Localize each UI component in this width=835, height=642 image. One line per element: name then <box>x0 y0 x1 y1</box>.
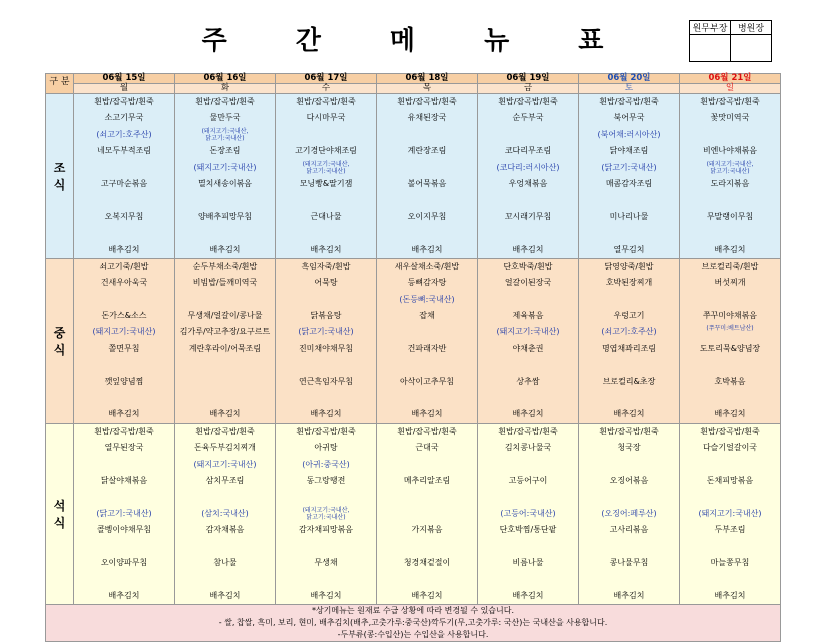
menu-item <box>175 292 275 308</box>
menu-item: 흰밥/잡곡밥/흰죽 <box>296 97 356 106</box>
menu-item <box>680 192 780 208</box>
menu-item: 콜벵이야채무침 <box>96 525 152 535</box>
menu-item <box>377 571 477 587</box>
menu-item: 배추김치 <box>310 244 342 254</box>
menu-item: 무생채/얼갈이/콩나물 <box>187 311 263 321</box>
menu-item: 우엉채볶음 <box>508 178 548 188</box>
menu-item: 콩나물무침 <box>609 557 649 567</box>
menu-item <box>377 390 477 406</box>
menu-item <box>74 489 174 505</box>
menu-item: (쭈꾸미:베트남산) <box>706 325 754 333</box>
menu-cell <box>175 258 276 423</box>
menu-item <box>377 539 477 555</box>
menu-item: 쭈꾸미야채볶음 <box>702 311 758 321</box>
menu-item: 모닝빵&딸기잼 <box>299 178 353 188</box>
menu-item: 양배추피망무침 <box>197 211 253 221</box>
menu-item <box>579 457 679 473</box>
menu-item: 닭살야채볶음 <box>100 475 148 485</box>
menu-item: 흰밥/잡곡밥/흰죽 <box>599 426 659 436</box>
menu-item <box>377 324 477 340</box>
menu-cell <box>377 423 478 604</box>
menu-item: (닭고기:국내산) <box>96 508 152 518</box>
menu-item <box>377 489 477 505</box>
menu-item: 배추김치 <box>613 409 645 419</box>
menu-item: 배추김치 <box>310 590 342 600</box>
menu-item <box>377 192 477 208</box>
menu-item <box>478 357 578 373</box>
menu-cell <box>478 423 579 604</box>
menu-item <box>276 539 376 555</box>
menu-item: 배추김치 <box>209 409 241 419</box>
menu-item: 오징어볶음 <box>609 475 649 485</box>
menu-item <box>276 390 376 406</box>
day-header: 토 <box>579 84 680 94</box>
menu-item: 순두부국 <box>512 113 544 123</box>
menu-item: 오이양파무침 <box>100 557 148 567</box>
menu-item: 꼬시래기무침 <box>504 211 552 221</box>
menu-item: 어묵탕 <box>314 278 338 288</box>
note-line: *상기메뉴는 원재료 수급 상황에 따라 변경될 수 있습니다. <box>311 606 515 616</box>
menu-item: (돼지고기:국내산) <box>496 327 560 337</box>
menu-cell <box>175 423 276 604</box>
menu-item: 배추김치 <box>613 590 645 600</box>
menu-item <box>478 539 578 555</box>
menu-item: 흰밥/잡곡밥/흰죽 <box>498 426 558 436</box>
menu-item <box>478 489 578 505</box>
menu-item <box>74 457 174 473</box>
menu-item: 감자채볶음 <box>205 525 245 535</box>
menu-cell <box>74 423 175 604</box>
menu-item: (고등어:국내산) <box>500 508 556 518</box>
menu-item: 흰밥/잡곡밥/흰죽 <box>700 97 760 106</box>
date-header: 06월 18일 <box>377 74 478 84</box>
menu-item: 고등어구이 <box>508 475 548 485</box>
menu-item: 감자채피망볶음 <box>298 525 354 535</box>
menu-item <box>74 539 174 555</box>
gubun-header: 구 분 <box>46 74 74 94</box>
menu-item: 배추김치 <box>512 409 544 419</box>
meal-label: 조 식 <box>46 94 74 259</box>
menu-item: 고구마순볶음 <box>100 178 148 188</box>
menu-item <box>175 357 275 373</box>
menu-item: (쇠고기:호주산) <box>601 327 657 337</box>
menu-item <box>680 127 780 143</box>
menu-item: 김가루/약고추장/요구르트 <box>179 327 271 337</box>
menu-item: 흰밥/잡곡밥/흰죽 <box>94 426 154 436</box>
menu-item: 돈채피망볶음 <box>706 475 754 485</box>
menu-item: 계란후라이/어묵조림 <box>188 343 262 353</box>
date-header: 06월 19일 <box>478 74 579 84</box>
menu-item: 도토리묵&양념장 <box>699 343 761 353</box>
menu-item: 흰밥/잡곡밥/흰죽 <box>700 426 760 436</box>
menu-item: 호박볶음 <box>714 376 746 386</box>
menu-item: 배추김치 <box>411 244 443 254</box>
menu-item <box>680 489 780 505</box>
menu-item: 다슬기얼갈이국 <box>702 443 758 453</box>
date-header: 06월 20일 <box>579 74 680 84</box>
menu-item: 호박된장찌개 <box>605 278 653 288</box>
menu-item: 흑임자죽/흰밥 <box>301 261 351 271</box>
menu-item: 순두부채소죽/흰밥 <box>192 261 258 271</box>
menu-item <box>478 127 578 143</box>
menu-item: 배추김치 <box>512 244 544 254</box>
menu-item <box>680 357 780 373</box>
menu-item: 고사리볶음 <box>609 525 649 535</box>
day-header: 수 <box>276 84 377 94</box>
menu-item: 두부조림 <box>714 525 746 535</box>
menu-item <box>478 192 578 208</box>
menu-item <box>377 457 477 473</box>
menu-item: 배추김치 <box>310 409 342 419</box>
menu-item: 열무된장국 <box>104 443 144 453</box>
menu-item: 배추김치 <box>209 244 241 254</box>
menu-item <box>680 225 780 241</box>
menu-item <box>579 357 679 373</box>
menu-item <box>478 571 578 587</box>
menu-item: 배추김치 <box>714 590 746 600</box>
menu-item: 닭볶음탕 <box>310 311 342 321</box>
menu-item <box>175 192 275 208</box>
menu-item <box>175 390 275 406</box>
menu-cell <box>579 94 680 259</box>
menu-item: 제육볶음 <box>512 311 544 321</box>
menu-item: 흰밥/잡곡밥/흰죽 <box>94 97 154 106</box>
menu-cell <box>276 94 377 259</box>
meal-label: 석 식 <box>46 423 74 604</box>
menu-item <box>579 292 679 308</box>
menu-item: 잡채 <box>419 311 435 321</box>
menu-item <box>579 489 679 505</box>
menu-item: 새우살채소죽/흰밥 <box>394 261 460 271</box>
menu-item: 흰밥/잡곡밥/흰죽 <box>599 97 659 106</box>
menu-cell <box>680 258 781 423</box>
menu-item: 건새우아욱국 <box>100 278 148 288</box>
menu-item: 흰밥/잡곡밥/흰죽 <box>498 97 558 106</box>
menu-item <box>579 192 679 208</box>
menu-item <box>579 390 679 406</box>
menu-cell <box>680 94 781 259</box>
menu-item: 소고기무국 <box>104 113 144 123</box>
menu-item <box>276 127 376 143</box>
menu-item: 건파래자반 <box>407 343 447 353</box>
menu-item: 흰밥/잡곡밥/흰죽 <box>397 97 457 106</box>
menu-item: 브로컬리죽/흰밥 <box>701 261 759 271</box>
menu-item: (돼지고기:국내산) <box>698 508 762 518</box>
menu-item: 깻잎양념찜 <box>104 376 144 386</box>
menu-item <box>74 160 174 176</box>
menu-cell <box>74 94 175 259</box>
menu-item <box>579 539 679 555</box>
date-header: 06월 17일 <box>276 74 377 84</box>
menu-item: 매콤감자조림 <box>605 178 653 188</box>
menu-item: 배추김치 <box>411 409 443 419</box>
menu-item: (닭고기:국내산) <box>601 162 657 172</box>
menu-item: 근대나물 <box>310 211 342 221</box>
menu-item: 배추김치 <box>209 590 241 600</box>
menu-item: 야채춘권 <box>512 343 544 353</box>
menu-item: 흰밥/잡곡밥/흰죽 <box>296 426 356 436</box>
menu-item: 버섯찌개 <box>714 278 746 288</box>
menu-item <box>377 357 477 373</box>
menu-item: (오징어:페루산) <box>601 508 657 518</box>
menu-item <box>579 571 679 587</box>
menu-item <box>377 160 477 176</box>
menu-item: 등뼈감자탕 <box>407 278 447 288</box>
menu-item: 아삭이고추무침 <box>399 376 455 386</box>
menu-item <box>579 225 679 241</box>
menu-item: 흰밥/잡곡밥/흰죽 <box>397 426 457 436</box>
menu-item: 삼치무조림 <box>205 475 245 485</box>
menu-item <box>74 357 174 373</box>
menu-item: 배추김치 <box>108 590 140 600</box>
menu-item: 브로컬리&초장 <box>602 376 656 386</box>
menu-item <box>175 489 275 505</box>
menu-item <box>276 571 376 587</box>
menu-item: 배추김치 <box>411 590 443 600</box>
menu-item: 닭야채조림 <box>609 146 649 156</box>
menu-item <box>276 489 376 505</box>
menu-item: 아귀탕 <box>314 443 338 453</box>
menu-item: 계란장조림 <box>407 146 447 156</box>
menu-item: (돈등뼈:국내산) <box>399 294 455 304</box>
menu-item <box>74 390 174 406</box>
menu-cell <box>276 423 377 604</box>
date-header: 06월 16일 <box>175 74 276 84</box>
menu-item: 배추김치 <box>108 244 140 254</box>
menu-item: 흰밥/잡곡밥/흰죽 <box>195 97 255 106</box>
menu-item: (돼지고기:국내산) <box>193 162 257 172</box>
menu-item: 김치콩나물국 <box>504 443 552 453</box>
menu-item <box>276 292 376 308</box>
menu-item: 돈가스&소스 <box>101 311 147 321</box>
menu-item: 참나물 <box>213 557 237 567</box>
menu-item <box>377 506 477 522</box>
menu-item: 진미채야채무침 <box>298 343 354 353</box>
menu-cell <box>377 258 478 423</box>
menu-item: 배추김치 <box>512 590 544 600</box>
menu-item: 돈장조림 <box>209 146 241 156</box>
menu-item <box>175 539 275 555</box>
menu-item: 도라지볶음 <box>710 178 750 188</box>
menu-item: 메추리알조림 <box>403 475 451 485</box>
menu-cell <box>377 94 478 259</box>
menu-item: 코다리무조림 <box>504 146 552 156</box>
menu-item: 우렁고기 <box>613 311 645 321</box>
menu-item: 미나리나물 <box>609 211 649 221</box>
menu-cell <box>579 258 680 423</box>
menu-item <box>276 225 376 241</box>
menu-item: 마늘쫑무침 <box>710 557 750 567</box>
approval-sign-director <box>690 35 731 62</box>
menu-item: (닭고기:국내산) <box>298 327 354 337</box>
menu-item: (쇠고기:호주산) <box>96 129 152 139</box>
menu-item: (돼지고기:국내산, 닭고기:국내산) <box>302 160 350 175</box>
menu-cell <box>579 423 680 604</box>
menu-item: 쇠고기죽/흰밥 <box>99 261 149 271</box>
menu-item: 다시마무국 <box>306 113 346 123</box>
menu-item <box>680 457 780 473</box>
menu-item: (삼치:국내산) <box>201 508 249 518</box>
menu-item: 명엽채꽈리조림 <box>601 343 657 353</box>
menu-item: 오복지무침 <box>104 211 144 221</box>
menu-item: (돼지고기:국내산) <box>193 459 257 469</box>
day-header: 화 <box>175 84 276 94</box>
menu-item: 상추쌈 <box>516 376 540 386</box>
menu-item: 연근흑임자무침 <box>298 376 354 386</box>
menu-item: 꽃맛미역국 <box>710 113 750 123</box>
approval-sign-president <box>731 35 772 62</box>
menu-cell <box>175 94 276 259</box>
menu-cell <box>478 258 579 423</box>
day-header: 금 <box>478 84 579 94</box>
menu-item: 단호박죽/흰밥 <box>503 261 553 271</box>
menu-item: (돼지고기:국내산, 닭고기:국내산) <box>201 127 249 142</box>
menu-item <box>478 225 578 241</box>
menu-item: 흰밥/잡곡밥/흰죽 <box>195 426 255 436</box>
menu-item: 오이지무침 <box>407 211 447 221</box>
menu-item: 무생채 <box>314 557 338 567</box>
day-header: 월 <box>74 84 175 94</box>
menu-item <box>276 357 376 373</box>
menu-item: 배추김치 <box>108 409 140 419</box>
day-header: 목 <box>377 84 478 94</box>
menu-item: 돈육두부김치찌개 <box>194 443 256 453</box>
menu-item: 북어무국 <box>613 113 645 123</box>
menu-item <box>377 127 477 143</box>
weekly-menu-table <box>45 73 781 642</box>
menu-item: 열무김치 <box>613 244 645 254</box>
menu-item: (북어채:러시아산) <box>597 129 661 139</box>
note-line: -두부류(콩:수입산)는 수입산을 사용합니다. <box>337 630 489 640</box>
menu-item: 배추김치 <box>714 409 746 419</box>
menu-item: 단호박찜/통단팥 <box>499 525 557 535</box>
menu-item: 무말랭이무침 <box>706 211 754 221</box>
menu-item: 닭영양죽/흰밥 <box>604 261 654 271</box>
menu-item <box>680 390 780 406</box>
menu-cell <box>680 423 781 604</box>
meal-label: 중 식 <box>46 258 74 423</box>
menu-item: 고기경단야채조림 <box>295 146 357 156</box>
menu-item: 비엔나야채볶음 <box>702 146 758 156</box>
page-title: 주 간 메 뉴 표 <box>201 26 634 56</box>
menu-item: 비름나물 <box>512 557 544 567</box>
menu-item <box>377 225 477 241</box>
menu-item: 동그랑땡전 <box>306 475 346 485</box>
menu-notes <box>46 605 781 642</box>
menu-item <box>74 192 174 208</box>
menu-item: 네모두부적조림 <box>96 146 152 156</box>
menu-item <box>276 192 376 208</box>
menu-item: 볼어묵볶음 <box>407 178 447 188</box>
menu-item <box>680 539 780 555</box>
menu-item: 멸치새송이볶음 <box>197 178 253 188</box>
menu-item: 배추김치 <box>714 244 746 254</box>
menu-item: 청경채겉절이 <box>403 557 451 567</box>
menu-item: 얼갈이된장국 <box>504 278 552 288</box>
menu-item: 쫄면무침 <box>108 343 140 353</box>
menu-item <box>74 225 174 241</box>
approval-box <box>689 20 772 62</box>
menu-item <box>680 571 780 587</box>
date-header: 06월 15일 <box>74 74 175 84</box>
menu-item <box>175 374 275 390</box>
menu-item: (아귀:중국산) <box>302 459 350 469</box>
menu-item <box>74 571 174 587</box>
menu-item: 유채된장국 <box>407 113 447 123</box>
menu-item <box>74 292 174 308</box>
menu-item: (돼지고기:국내산) <box>92 327 156 337</box>
menu-item <box>478 457 578 473</box>
day-header: 일 <box>680 84 781 94</box>
menu-item <box>175 571 275 587</box>
date-header: 06월 21일 <box>680 74 781 84</box>
menu-item <box>478 390 578 406</box>
menu-item: (코다리:러시아산) <box>496 162 560 172</box>
menu-item <box>175 225 275 241</box>
approval-label-director: 원무부장 <box>690 21 731 35</box>
note-line: - 쌀, 찹쌀, 흑미, 보리, 현미, 배추김치(배추,고춧가루:중국산)깍두기(무,고춧가루: 국산)는 국내산을 사용합니다. <box>218 618 608 628</box>
menu-item: 청국장 <box>617 443 641 453</box>
menu-item: (돼지고기:국내산, 닭고기:국내산) <box>302 506 350 521</box>
menu-item <box>680 292 780 308</box>
menu-item: (돼지고기:국내산, 닭고기:국내산) <box>706 160 754 175</box>
menu-cell <box>276 258 377 423</box>
menu-item: 비빔밥/들깨미역국 <box>192 278 258 288</box>
menu-item: 물만두국 <box>209 113 241 123</box>
menu-item <box>478 292 578 308</box>
menu-cell <box>74 258 175 423</box>
approval-label-president: 병원장 <box>731 21 772 35</box>
menu-cell <box>478 94 579 259</box>
menu-item: 가지볶음 <box>411 525 443 535</box>
menu-item: 근대국 <box>415 443 439 453</box>
